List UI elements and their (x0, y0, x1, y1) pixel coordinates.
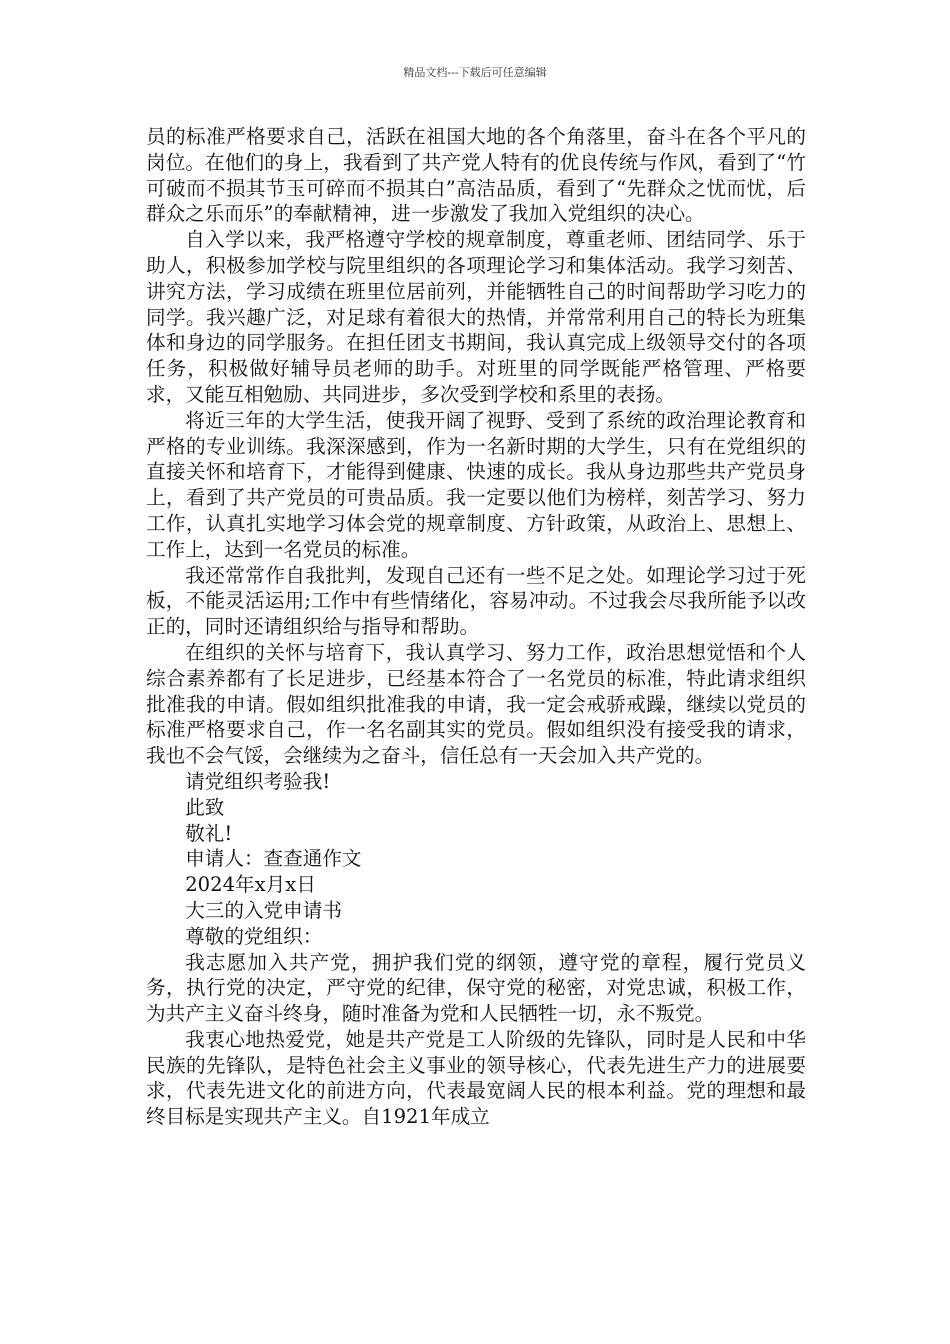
closing-line: 请党组织考验我! (185, 769, 331, 793)
applicant-signature: 申请人：查查通作文 (185, 847, 362, 871)
paragraph: 我志愿加入共产党，拥护我们党的纲领，遵守党的章程，履行党员义务，执行党的决定，严守党的纪律，保守党的秘密，对党忠诚，积极工作，为共产主义奋斗终身，随时准备为党和人民牺牲一切，永不叛党。 (146, 950, 806, 1026)
section-title: 大三的入党申请书 (185, 898, 342, 922)
closing-salutation: 敬礼! (185, 821, 233, 845)
paragraph: 我还常常作自我批判，发现自己还有一些不足之处。如理论学习过于死板，不能灵活运用;工作中有些情绪化，容易冲动。不过我会尽我所能予以改正的，同时还请组织给与指导和帮助。 (146, 563, 806, 639)
paragraph: 自入学以来，我严格遵守学校的规章制度，尊重老师、团结同学、乐于助人，积极参加学校与院里组织的各项理论学习和集体活动。我学习刻苦、讲究方法，学习成绩在班里位居前列，并能牺牲自己的时间帮助学习吃力的同学。我兴趣广泛，对足球有着很大的热情，并常常利用自己的特长为班集体和身边的同学服务。在担任团支书期间，我认真完成上级领导交付的各项任务，积极做好辅导员老师的助手。对班里的同学既能严格管理、严格要求，又能互相勉励、共同进步，多次受到学校和系里的表扬。 (146, 228, 806, 406)
document-body (146, 124, 806, 1130)
paragraph: 将近三年的大学生活，使我开阔了视野、受到了系统的政治理论教育和严格的专业训练。我深深感到，作为一名新时期的大学生，只有在党组织的直接关怀和培育下，才能得到健康、快速的成长。我从身边那些共产党员身上，看到了共产党员的可贵品质。我一定要以他们为榜样，刻苦学习、努力工作，认真扎实地学习体会党的规章制度、方针政策，从政治上、思想上、工作上，达到一名党员的标准。 (146, 408, 806, 561)
page-header: 精品文档---下载后可任意编辑 (403, 66, 547, 79)
paragraph: 员的标准严格要求自己，活跃在祖国大地的各个角落里，奋斗在各个平凡的岗位。在他们的身上，我看到了共产党人特有的优良传统与作风，看到了“竹可破而不损其节玉可碎而不损其白”高洁品质，看到了“先群众之忧而忧，后群众之乐而乐”的奉献精神，进一步激发了我加入党组织的决心。 (146, 125, 806, 226)
greeting: 尊敬的党组织： (185, 924, 323, 948)
paragraph: 在组织的关怀与培育下，我认真学习、努力工作，政治思想觉悟和个人综合素养都有了长足进步，已经基本符合了一名党员的标准，特此请求组织批准我的申请。假如组织批准我的申请，我一定会戒骄戒躁，继续以党员的标准严格要求自己，作一名名副其实的党员。假如组织没有接受我的请求，我也不会气馁，会继续为之奋斗，信任总有一天会加入共产党的。 (146, 640, 806, 768)
closing-salutation: 此致 (185, 795, 225, 819)
document-date: 2024年x月x日 (185, 873, 316, 897)
paragraph: 我衷心地热爱党，她是共产党是工人阶级的先锋队，同时是人民和中华民族的先锋队，是特色社会主义事业的领导核心，代表先进生产力的进展要求，代表先进文化的前进方向，代表最宽阔人民的根本利益。党的理想和最终目标是实现共产主义。自1921年成立 (146, 1027, 806, 1129)
